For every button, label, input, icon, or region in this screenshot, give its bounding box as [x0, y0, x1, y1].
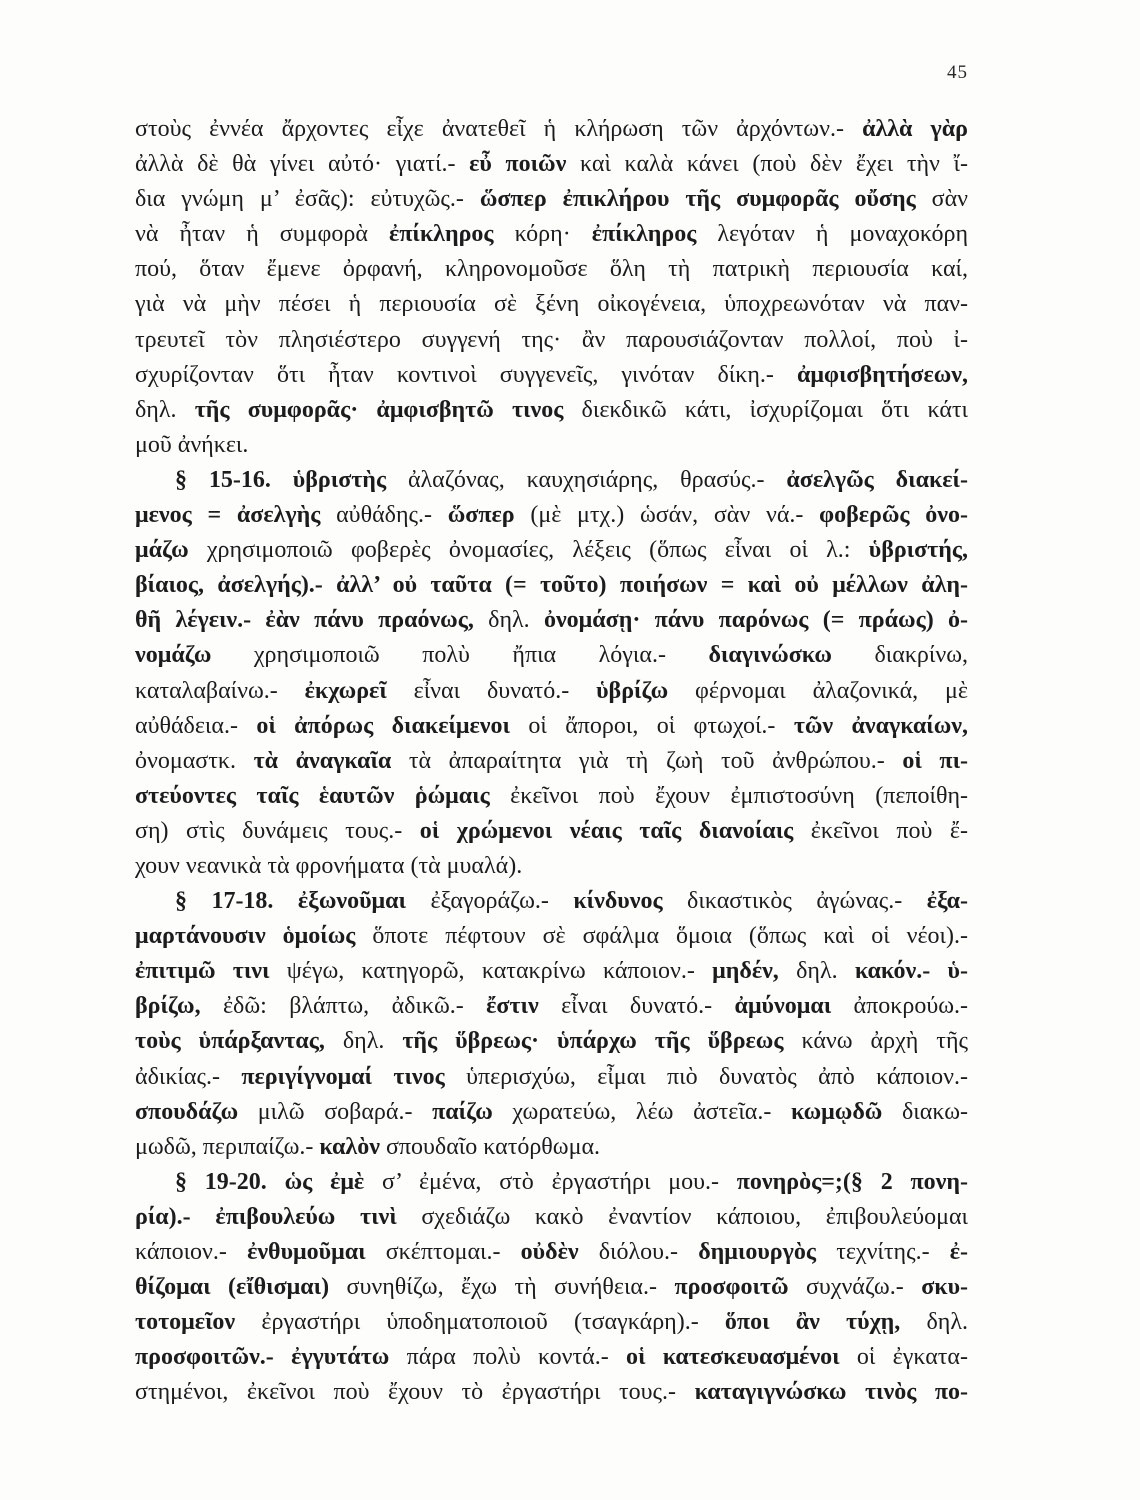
- text-line: [135, 989, 968, 1024]
- headword: στεύοντες ταῖς ἑαυτῶν ῥώμαις: [135, 782, 490, 809]
- gloss-text: δηλ.: [900, 1309, 968, 1336]
- gloss-text: τεχνίτης.-: [816, 1239, 950, 1265]
- gloss-text: χουν νεανικὰ τὰ φρονήματα (τὰ μυαλά).: [135, 852, 523, 879]
- headword: ἀσελγῶς διακεί-: [786, 466, 968, 493]
- text-line: [135, 498, 968, 533]
- headword: ἐνθυμοῦμαι: [247, 1239, 366, 1265]
- gloss-text: ἐκεῖνοι ποὺ ἔχουν ἐμπιστοσύνη (πεποίθη-: [489, 782, 968, 809]
- text-line: [135, 1270, 968, 1305]
- text-line: [135, 954, 968, 989]
- text-line: [135, 744, 968, 779]
- text-line: [135, 1340, 968, 1375]
- text-line: [135, 849, 968, 884]
- gloss-text: χρησιμοποιῶ φοβερὲς ὀνομασίες, λέξεις (ὅπως εἶναι οἱ λ.:: [188, 537, 869, 564]
- gloss-text: ἀδικίας.-: [135, 1063, 242, 1090]
- gloss-text: λεγόταν ἡ μοναχοκόρη: [696, 221, 968, 248]
- headword: οἱ χρώμενοι νέαις ταῖς διανοίαις: [419, 817, 794, 844]
- text-line: [135, 1165, 968, 1200]
- gloss-text: χωρατεύω, λέω ἀστεῖα.-: [492, 1098, 791, 1125]
- headword: μαρτάνουσιν ὁμοίως: [135, 923, 356, 950]
- headword: τῆς ὕβρεως· ὑπάρχω τῆς ὕβρεως: [402, 1028, 784, 1055]
- text-line: [135, 1130, 968, 1165]
- headword: κωμῳδῶ: [791, 1098, 883, 1125]
- paragraph: [135, 112, 968, 463]
- text-line: [135, 568, 968, 603]
- gloss-text: συνηθίζω, ἔχω τὴ συνήθεια.-: [329, 1274, 675, 1301]
- headword: τῆς συμφορᾶς· ἀμφισβητῶ τινος: [194, 396, 564, 423]
- gloss-text: πού, ὅταν ἔμενε ὀρφανή, κληρονομοῦσε ὅλη τὴ πατρικὴ περιουσία καί,: [135, 256, 968, 283]
- gloss-text: ἐξαγοράζω.-: [406, 888, 574, 915]
- gloss-text: δηλ.: [473, 607, 544, 634]
- paragraph: [135, 1165, 968, 1411]
- headword: ὑβρίζω: [596, 677, 669, 704]
- headword: ὥσπερ: [447, 502, 515, 529]
- headword: ἐξα-: [926, 888, 968, 915]
- headword: ὅποι ἂν τύχῃ,: [724, 1309, 901, 1336]
- gloss-text: σὰν: [915, 186, 968, 213]
- gloss-text: (μὲ μτχ.) ὡσάν, σὰν νά.-: [514, 502, 820, 529]
- headword: § 15-16. ὑβριστὴς: [175, 466, 387, 493]
- headword: ὥσπερ ἐπικλήρου τῆς συμφορᾶς οὔσης: [479, 186, 916, 213]
- headword: ἐπίκληρος: [591, 221, 697, 248]
- headword: μηδέν,: [712, 958, 779, 985]
- paragraph: [135, 884, 968, 1165]
- gloss-text: τρευτεῖ τὸν πλησιέστερο συγγενή της· ἂν παρουσιάζονταν πολλοί, ποὺ ἰ-: [135, 326, 968, 353]
- text-line: [135, 428, 968, 463]
- headword: τῶν ἀναγκαίων,: [793, 712, 968, 739]
- text-line: [135, 287, 968, 322]
- headword: τοτομεῖον: [135, 1309, 236, 1336]
- gloss-text: ἐδῶ: βλάπτω, ἀδικῶ.-: [200, 993, 487, 1020]
- text-line: [135, 1095, 968, 1130]
- headword: ἐ-: [949, 1239, 968, 1265]
- gloss-text: χρησιμοποιῶ πολὺ ἤπια λόγια.-: [211, 642, 709, 669]
- text-line: [135, 814, 968, 849]
- gloss-text: εἶναι δυνατό.-: [386, 677, 597, 704]
- text-line: [135, 358, 968, 393]
- gloss-text: καταλαβαίνω.-: [135, 677, 305, 704]
- text-line: [135, 393, 968, 428]
- gloss-text: δια γνώμη μ’ ἐσᾶς): εὐτυχῶς.-: [135, 186, 480, 213]
- gloss-text: ἀποκρούω.-: [831, 993, 968, 1020]
- gloss-text: σ’ ἐμένα, στὸ ἐργαστήρι μου.-: [364, 1168, 737, 1195]
- headword: μενος = ἀσελγὴς: [135, 502, 321, 529]
- text-line: [135, 182, 968, 217]
- headword: μάζω: [135, 537, 189, 564]
- gloss-text: διεκδικῶ κάτι, ἰσχυρίζομαι ὅτι κάτι: [563, 396, 968, 423]
- headword: θῆ λέγειν.- ἐὰν πάνυ πραόνως,: [135, 607, 474, 634]
- text-line: [135, 1060, 968, 1095]
- headword: § 17-18. ἐξωνοῦμαι: [175, 888, 406, 915]
- text-line: [135, 603, 968, 638]
- headword: ρία).- ἐπιβουλεύω τινὶ: [135, 1203, 397, 1230]
- text-line: [135, 1200, 968, 1235]
- gloss-text: φέρνομαι ἀλαζονικά, μὲ: [668, 677, 968, 704]
- gloss-text: γιὰ νὰ μὴν πέσει ἡ περιουσία σὲ ξένη οἰκογένεια, ὑποχρεωνόταν νὰ παν-: [135, 291, 968, 318]
- headword: προσφοιτῶ: [674, 1274, 789, 1301]
- gloss-text: ψέγω, κατηγορῶ, κατακρίνω κάποιον.-: [269, 958, 713, 985]
- gloss-text: αὐθάδης.-: [320, 502, 448, 529]
- text-line: [135, 1375, 968, 1410]
- gloss-text: καὶ καλὰ κάνει (ποὺ δὲν ἔχει τὴν ἴ-: [566, 151, 968, 178]
- headword: σπουδάζω: [135, 1098, 239, 1125]
- gloss-text: πάρα πολὺ κοντά.-: [389, 1344, 626, 1371]
- gloss-text: διακρίνω,: [831, 642, 968, 669]
- text-line: [135, 252, 968, 287]
- gloss-text: σπουδαῖο κατόρθωμα.: [379, 1133, 601, 1160]
- headword: ἀμφισβητήσεων,: [796, 361, 968, 388]
- text-line: [135, 217, 968, 252]
- gloss-text: διόλου.-: [578, 1239, 699, 1265]
- gloss-text: κάποιον.-: [135, 1239, 248, 1265]
- gloss-text: ἐργαστήρι ὑποδηματοποιοῦ (τσαγκάρη).-: [235, 1309, 725, 1336]
- text-line: [135, 884, 968, 919]
- text-line: [135, 1305, 968, 1340]
- gloss-text: δηλ.: [135, 396, 195, 423]
- headword: οἱ ἀπόρως διακείμενοι: [256, 712, 510, 739]
- gloss-text: νὰ ἦταν ἡ συμφορὰ: [135, 221, 389, 248]
- headword: καταγιγνώσκω τινὸς πο-: [694, 1379, 968, 1406]
- gloss-text: σκέπτομαι.-: [365, 1239, 521, 1265]
- headword: βίαιος, ἀσελγής).- ἀλλ’ οὐ ταῦτα (= τοῦτο) ποιήσων = καὶ οὐ μέλλων ἀλη-: [135, 572, 968, 599]
- gloss-text: δηλ.: [324, 1028, 403, 1055]
- text-line: [135, 709, 968, 744]
- gloss-text: σχυρίζονταν ὅτι ἦταν κοντινοὶ συγγενεῖς, γινόταν δίκη.-: [135, 361, 797, 388]
- text-line: [135, 919, 968, 954]
- gloss-text: μοῦ ἀνήκει.: [135, 431, 249, 458]
- gloss-text: τὰ ἀπαραίτητα γιὰ τὴ ζωὴ τοῦ ἀνθρώπου.-: [391, 747, 903, 774]
- headword: σκυ-: [921, 1274, 968, 1301]
- gloss-text: ὀνομαστκ.: [135, 747, 254, 774]
- text-line: [135, 533, 968, 568]
- headword: περιγίγνομαί τινος: [241, 1063, 445, 1090]
- gloss-text: δηλ.: [778, 958, 855, 985]
- gloss-text: ση) στὶς δυνάμεις τους.-: [135, 817, 420, 844]
- headword: ὀνομάσῃ· πάνυ παρόνως (= πράως) ὀ-: [543, 607, 968, 634]
- text-line: [135, 147, 968, 182]
- gloss-text: ὑπερισχύω, εἶμαι πιὸ δυνατὸς ἀπὸ κάποιον.-: [444, 1063, 968, 1090]
- headword: ἐκχωρεῖ: [304, 677, 387, 704]
- headword: ὑβριστής,: [868, 537, 968, 564]
- headword: δημιουργὸς: [698, 1239, 817, 1265]
- headword: παίζω: [432, 1098, 493, 1125]
- headword: τὰ ἀναγκαῖα: [253, 747, 392, 774]
- headword: ἔστιν: [486, 993, 539, 1020]
- gloss-text: δικαστικὸς ἀγώνας.-: [662, 888, 927, 915]
- gloss-text: ὅποτε πέφτουν σὲ σφάλμα ὅμοια (ὅπως καὶ οἱ νέοι).-: [355, 923, 968, 950]
- headword: κίνδυνος: [573, 888, 663, 915]
- headword: κακόν.- ὑ-: [854, 958, 968, 985]
- text-line: [135, 1024, 968, 1059]
- gloss-text: μιλῶ σοβαρά.-: [238, 1098, 433, 1125]
- gloss-text: ἀλλὰ δὲ θὰ γίνει αὐτό· γιατί.-: [135, 151, 470, 178]
- headword: προσφοιτῶν.- ἐγγυτάτω: [135, 1344, 390, 1371]
- headword: ἐπίκληρος: [388, 221, 494, 248]
- headword: βρίζω,: [135, 993, 201, 1020]
- text-line: [135, 638, 968, 673]
- page-number: 45: [947, 62, 968, 83]
- gloss-text: κόρη·: [493, 221, 592, 248]
- headword: εὖ ποιῶν: [469, 151, 567, 178]
- headword: διαγινώσκω: [708, 642, 832, 669]
- gloss-text: στημένοι, ἐκεῖνοι ποὺ ἔχουν τὸ ἐργαστήρι τους.-: [135, 1379, 695, 1406]
- gloss-text: κάνω ἀρχὴ τῆς: [783, 1028, 968, 1055]
- headword: φοβερῶς ὀνο-: [819, 502, 968, 529]
- gloss-text: εἶναι δυνατό.-: [538, 993, 735, 1020]
- paragraph: [135, 463, 968, 884]
- headword: οἱ κατεσκευασμένοι: [625, 1344, 840, 1371]
- text-line: [135, 463, 968, 498]
- gloss-text: διακω-: [882, 1098, 968, 1125]
- gloss-text: οἱ ἄποροι, οἱ φτωχοί.-: [509, 712, 794, 739]
- headword: καλὸν: [319, 1133, 380, 1160]
- text-line: [135, 112, 968, 147]
- headword: οἱ πι-: [902, 747, 968, 774]
- gloss-text: ἀλαζόνας, καυχησιάρης, θρασύς.-: [386, 466, 787, 493]
- gloss-text: οἱ ἐγκατα-: [839, 1344, 968, 1371]
- text-line: [135, 674, 968, 709]
- headword: ἀλλὰ γὰρ: [862, 116, 968, 142]
- commentary-text: [135, 112, 968, 1410]
- headword: οὐδὲν: [520, 1239, 579, 1265]
- headword: ἐπιτιμῶ τινι: [135, 958, 270, 985]
- headword: § 19-20. ὡς ἐμὲ: [175, 1168, 365, 1195]
- text-line: [135, 779, 968, 814]
- headword: νομάζω: [135, 642, 212, 669]
- gloss-text: μωδῶ, περιπαίζω.-: [135, 1133, 320, 1160]
- gloss-text: σχεδιάζω κακὸ ἐναντίον κάποιου, ἐπιβουλεύομαι: [396, 1203, 968, 1230]
- text-line: [135, 323, 968, 358]
- headword: θίζομαι (εἴθισμαι): [135, 1274, 330, 1301]
- gloss-text: ἐκεῖνοι ποὺ ἔ-: [793, 817, 968, 844]
- gloss-text: στοὺς ἐννέα ἄρχοντες εἶχε ἀνατεθεῖ ἡ κλήρωση τῶν ἀρχόντων.-: [135, 116, 863, 142]
- gloss-text: αὐθάδεια.-: [135, 712, 257, 739]
- headword: πονηρὸς=;(§ 2 πονη-: [736, 1168, 968, 1195]
- text-line: [135, 1235, 968, 1270]
- gloss-text: συχνάζω.-: [788, 1274, 922, 1301]
- headword: ἀμύνομαι: [734, 993, 832, 1020]
- headword: τοὺς ὑπάρξαντας,: [135, 1028, 325, 1055]
